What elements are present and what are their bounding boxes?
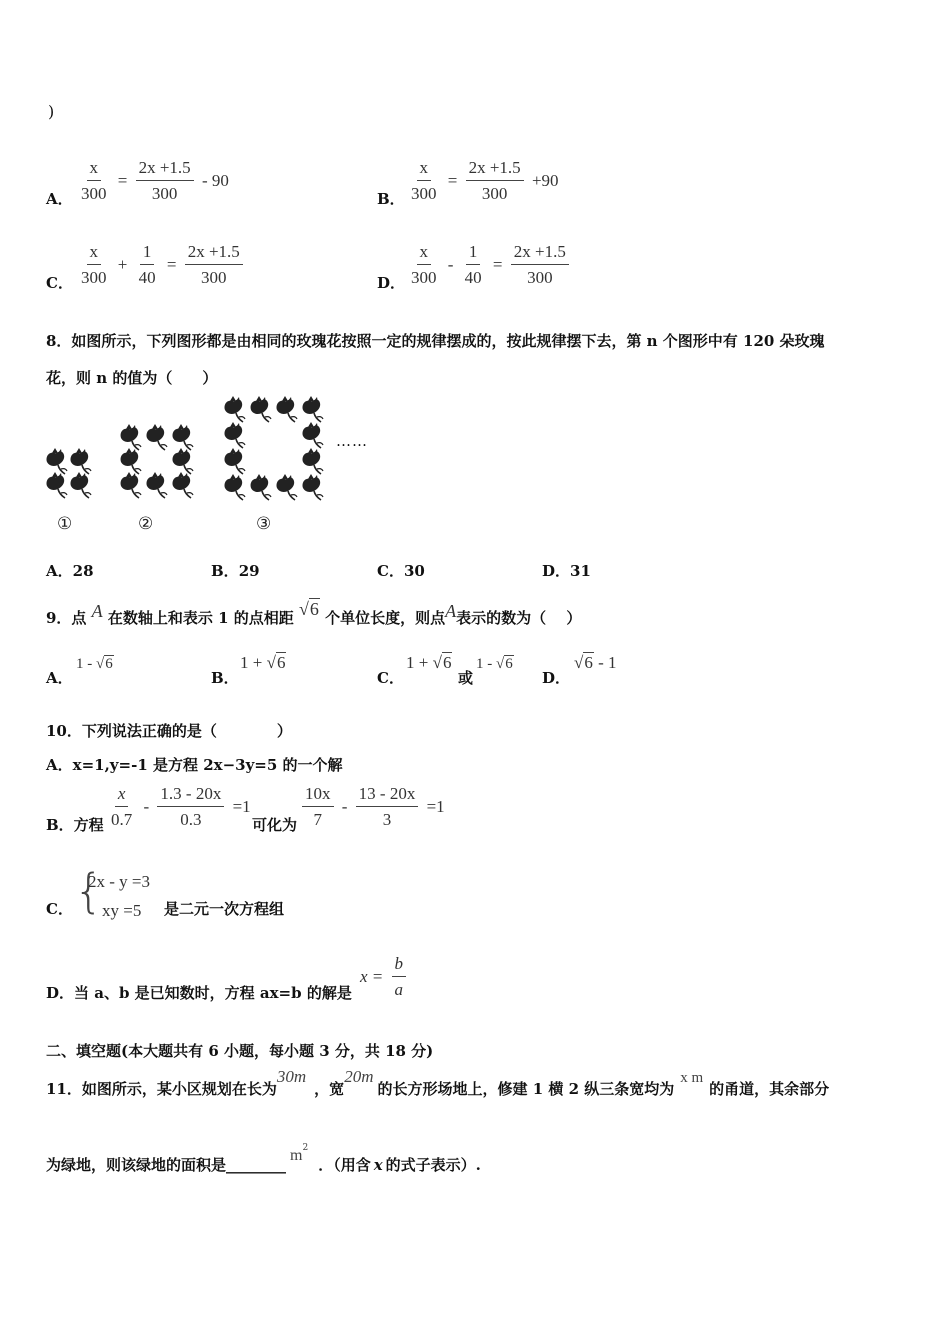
option-value: 31 (570, 562, 591, 580)
rose-pattern-figure (40, 392, 400, 532)
frac-num: 1 (466, 242, 481, 265)
frac-den: 300 (81, 268, 107, 287)
radicand: 6 (584, 653, 593, 672)
q9-option-a-label: A． (46, 669, 73, 687)
unit-sup-2: 2 (302, 1143, 309, 1153)
x-var: x (373, 1156, 383, 1174)
sqrt-6: √6 (496, 656, 513, 672)
tail-term: - 90 (201, 171, 229, 190)
frac-num: 13 - 20x (356, 784, 419, 807)
q11-line2 (46, 1143, 481, 1175)
path-width-xm: x m (680, 1070, 704, 1086)
frac-den: 7 (313, 810, 322, 829)
q9-part2: 在数轴上和表示 1 的点相距 (107, 609, 294, 627)
equals-sign: = (492, 255, 503, 274)
sqrt-6: √6 (574, 653, 593, 672)
point-a-var-2: A (445, 601, 457, 621)
can-be-written-as: 可化为 (252, 816, 298, 834)
frac-den: 300 (527, 268, 553, 287)
q9-option-a-expr (76, 656, 114, 673)
q10-option-b-eq2 (300, 784, 447, 830)
q7-option-d-formula (406, 242, 571, 288)
radicand: 6 (105, 656, 113, 672)
q9-option-c-expr (406, 653, 452, 673)
frac-num: b (392, 954, 407, 977)
minus-sign: - (143, 797, 150, 816)
q9-option-c-expr2 (476, 656, 514, 673)
frac-num: 1 (140, 242, 155, 265)
frac-den: 300 (81, 184, 107, 203)
frac-num: 2x +1.5 (511, 242, 569, 265)
option-value: 30 (403, 562, 425, 580)
frac-den: a (394, 980, 404, 999)
q11-line1 (46, 1067, 830, 1099)
figure-label-1: ① (57, 514, 73, 534)
q7-option-b-label: B． (377, 190, 405, 208)
sqrt-6: √6 (299, 599, 319, 619)
q7-option-c-label: C． (46, 274, 73, 292)
equals-sign: = (117, 171, 128, 190)
frac-num: 2x +1.5 (185, 242, 243, 265)
plus-sign: + (117, 255, 128, 274)
q8-option-d (542, 560, 591, 581)
width-20m: 20m (344, 1067, 374, 1086)
tail-term: +90 (531, 171, 559, 190)
frac-den: 300 (200, 268, 227, 287)
figure-label-2: ② (138, 514, 154, 534)
q11-blank-text: 为绿地，则该绿地的面积是________ (46, 1156, 287, 1174)
q7-option-c-formula (76, 242, 245, 288)
section-2-heading: 二、填空题(本大题共有 6 小题，每小题 3 分，共 18 分) (46, 1042, 434, 1060)
length-30m: 30m (276, 1067, 307, 1086)
frac-den: 40 (464, 268, 482, 287)
top-paren: ) (48, 102, 55, 121)
frac-num: x (87, 242, 102, 265)
q7-option-a-label: A． (46, 190, 73, 208)
q11-part6: 的式子表示）. (385, 1156, 481, 1174)
radicand: 6 (276, 653, 286, 672)
sqrt-6: √6 (266, 653, 286, 672)
q10-option-d-solution (358, 954, 408, 1000)
frac-num: x (417, 158, 432, 181)
pattern-ellipsis: …… (336, 432, 368, 450)
frac-num: x (417, 242, 432, 265)
frac-num: x (115, 784, 129, 807)
q10-option-d-text: D．当 a、b 是已知数时，方程 ax=b 的解是 (46, 984, 352, 1002)
q9-option-c-label: C． (377, 669, 404, 687)
q8-stem-line1: 8．如图所示，下列图形都是由相同的玫瑰花按照一定的规律摆成的，按此规律摆下去，第 n 个图形中有 120 朵玫瑰 (46, 332, 825, 350)
expr-post: - 1 (593, 653, 617, 672)
q7-option-a-formula (76, 158, 231, 204)
system-brace: { (74, 864, 104, 918)
system-eq2: xy =5 (102, 901, 142, 920)
frac-num: 2x +1.5 (136, 158, 194, 181)
figure-2-roses (121, 424, 193, 498)
q8-stem-line2: 花，则 n 的值为（ ） (46, 369, 218, 387)
q11-part4: 的甬道，其余部分 (709, 1080, 830, 1098)
frac-den: 300 (411, 268, 437, 287)
radicand: 6 (309, 599, 319, 619)
frac-den: 300 (411, 184, 437, 203)
q10-option-c-text: 是二元一次方程组 (164, 900, 285, 918)
q11-part2: ，宽 (314, 1080, 345, 1098)
equals-one: =1 (232, 797, 251, 816)
equals-sign: = (166, 255, 177, 274)
expr-pre: 1 + (406, 653, 433, 672)
figure-3-roses (225, 396, 323, 500)
radicand: 6 (505, 656, 513, 672)
frac-den: 300 (481, 184, 508, 203)
q9-stem (46, 599, 582, 628)
frac-num: 10x (302, 784, 334, 807)
q7-option-d-label: D． (377, 274, 406, 292)
q9-part4: 表示的数为（ ） (456, 609, 582, 627)
q8-option-b (211, 560, 260, 581)
figure-1-roses (47, 448, 91, 498)
q8-option-c (377, 560, 425, 581)
option-value: 28 (72, 562, 94, 580)
equals-sign: = (447, 171, 458, 190)
figure-label-3: ③ (256, 514, 272, 534)
q10-option-b-label: B．方程 (46, 816, 104, 834)
frac-den: 3 (382, 810, 392, 829)
q11-part3: 的长方形场地上，修建 1 横 2 纵三条宽均为 (377, 1080, 675, 1098)
q10-option-c-label: C． (46, 900, 73, 918)
expr-pre: 1 - (76, 656, 96, 672)
q10-title: 10．下列说法正确的是（ ） (46, 722, 292, 740)
q9-option-d-label: D． (542, 669, 571, 687)
frac-den: 0.3 (180, 810, 202, 829)
system-eq1: 2x - y =3 (88, 872, 150, 891)
point-a-var: A (91, 601, 103, 621)
q9-option-b-expr (240, 653, 286, 673)
unit-m: m (290, 1147, 303, 1164)
equals-one: =1 (426, 797, 445, 816)
option-label: D． (542, 562, 571, 580)
option-label: C． (377, 562, 404, 580)
q9-part3: 个单位长度，则点 (325, 609, 446, 627)
frac-num: 1.3 - 20x (157, 784, 224, 807)
minus-sign: - (341, 797, 348, 816)
q9-option-b-label: B． (211, 669, 239, 687)
frac-den: 0.7 (111, 810, 133, 829)
radicand: 6 (442, 653, 452, 672)
solution-lhs: x = (360, 967, 384, 986)
q9-option-d-expr (574, 653, 617, 673)
q9-part1: 9．点 (46, 609, 87, 627)
minus-sign: - (447, 255, 454, 274)
expr-pre: 1 - (476, 656, 496, 672)
q7-option-b-formula (406, 158, 561, 204)
option-value: 29 (238, 562, 260, 580)
frac-den: 40 (138, 268, 156, 287)
q10-option-b-eq1 (106, 784, 253, 830)
frac-num: 2x +1.5 (466, 158, 524, 181)
or-word: 或 (458, 669, 474, 687)
sqrt-6: √6 (432, 653, 452, 672)
q8-option-a (46, 560, 94, 581)
frac-den: 300 (151, 184, 178, 203)
q10-option-a: A．x=1,y=-1 是方程 2x−3y=5 的一个解 (46, 756, 343, 774)
option-label: B． (211, 562, 239, 580)
expr-pre: 1 + (240, 653, 267, 672)
q11-part5: ．（用含 (318, 1156, 371, 1174)
option-label: A． (46, 562, 73, 580)
frac-num: x (87, 158, 102, 181)
q11-part1: 11．如图所示，某小区规划在长为 (46, 1080, 277, 1098)
sqrt-6: √6 (96, 656, 113, 672)
